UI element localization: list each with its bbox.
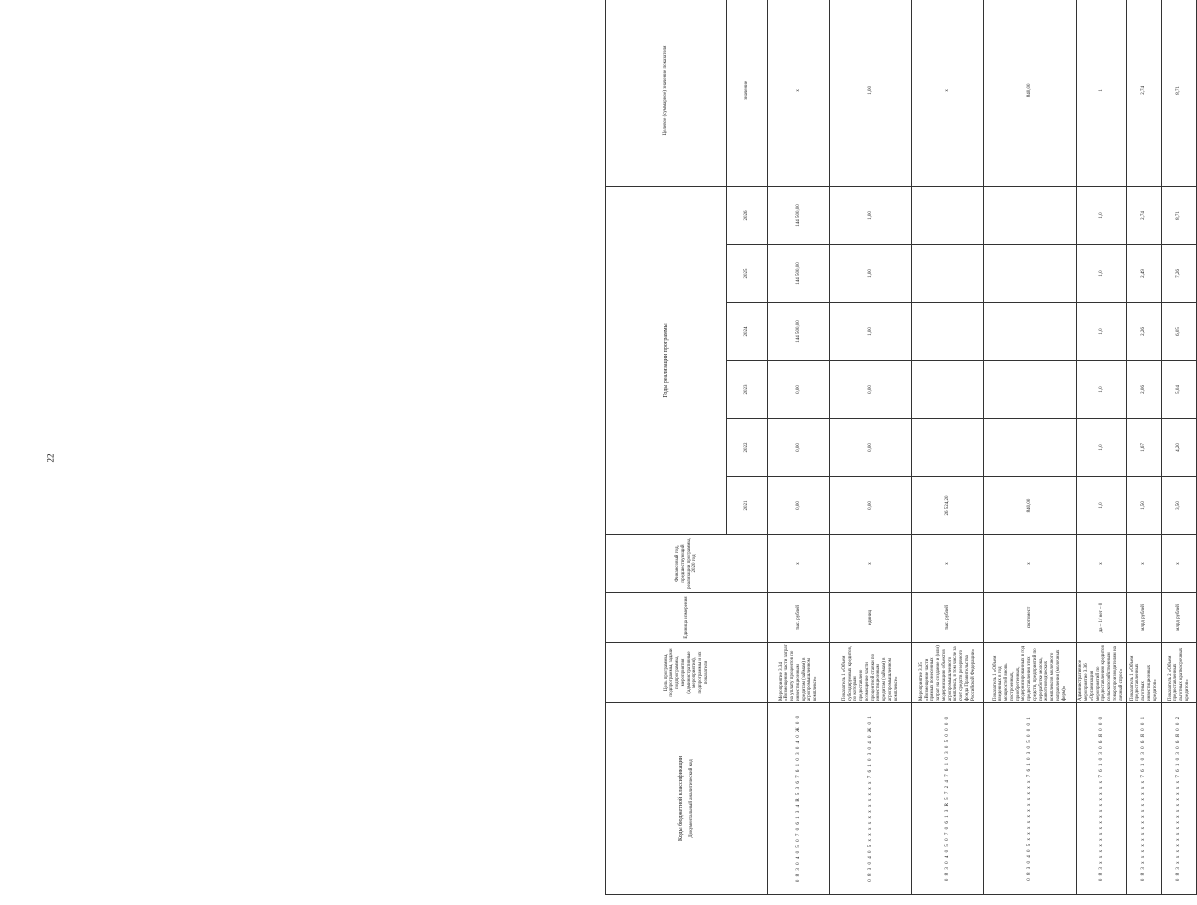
row-codes: 0 8 3 х х х х х х х х х х х х х х х 7 6 1 0 3 0 6 Я 0 0 0 [1076, 703, 1126, 895]
row-value-2021: 1,0 [1076, 477, 1126, 535]
row-value-2026 [912, 186, 984, 244]
table-row [1076, 0, 1126, 895]
row-codes: 0 8 3 0 4 0 5 х х х х х х х х х х х 7 6 1 0 3 0 4 0 Ж 0 1 [830, 703, 912, 895]
row-unit: скотомест [984, 593, 1077, 643]
row-unit: млрд рублей [1127, 593, 1162, 643]
year-2023: 2023 [727, 361, 768, 419]
row-base-year: х [912, 535, 984, 593]
header-goal: Цель программы, подпрограммы, задачи подпрограммы, мероприятия (административные мероприятия), подпрограммы и их показатели [606, 643, 768, 703]
row-value-2026: 8,71 [1162, 186, 1197, 244]
row-value-2024: 2,26 [1127, 303, 1162, 361]
row-value-2025 [912, 245, 984, 303]
row-title: Показатель 2 «Объем предоставленных льготных краткосрочных кредитов» [1162, 643, 1197, 703]
row-base-year: х [830, 535, 912, 593]
row-value-2024: 6,05 [1162, 303, 1197, 361]
year-2021: 2021 [727, 477, 768, 535]
page-number: 22 [45, 453, 56, 463]
year-2024: 2024 [727, 303, 768, 361]
row-final: 8,71 [1162, 0, 1197, 186]
rotated-table-sheet [605, 0, 1197, 895]
row-value-2023: 0,00 [768, 361, 830, 419]
row-value-2021: 0,00 [768, 477, 830, 535]
header-final-sub: значение [727, 0, 768, 186]
row-title: Мероприятие 3.35 «Возмещение части прямых понесенных затрат на создание и (или) модернизацию объектов агропромышленного комплекса, в том числе за счет средств резервного фонда Правительства Российской Федерации» [912, 643, 984, 703]
row-value-2024 [912, 303, 984, 361]
row-value-2024: 1,0 [1076, 303, 1126, 361]
row-final: 840,00 [984, 0, 1077, 186]
row-value-2022: 1,0 [1076, 419, 1126, 477]
row-value-2023: 0,00 [830, 361, 912, 419]
row-title: Мероприятие 3.34 «Возмещение части затрат на уплату процентов по инвестиционным кредитам (займам) в агропромышленном комплексе» [768, 643, 830, 703]
row-value-2022: 0,00 [830, 419, 912, 477]
row-unit: да – 1/ нет – 0 [1076, 593, 1126, 643]
row-value-2022: 4,20 [1162, 419, 1197, 477]
row-value-2024: 1,00 [830, 303, 912, 361]
row-final: 1 [1076, 0, 1126, 186]
row-base-year: х [1162, 535, 1197, 593]
row-value-2024: 144 500,00 [768, 303, 830, 361]
header-base-year: Финансовый год, предшествующий реализации программы, 2020 год [606, 535, 768, 593]
row-value-2023: 5,04 [1162, 361, 1197, 419]
row-value-2023 [984, 361, 1077, 419]
program-table [605, 0, 1197, 895]
row-value-2026 [984, 186, 1077, 244]
row-final: х [912, 0, 984, 186]
table-row [768, 0, 830, 895]
header-row-1 [606, 0, 727, 895]
row-codes: 0 8 3 0 4 0 5 0 7 0 6 1 3 4 R 5 3 6 7 6 1 0 3 0 4 0 Ж 0 0 [768, 703, 830, 895]
row-value-2022 [984, 419, 1077, 477]
row-value-2025: 144 500,00 [768, 245, 830, 303]
row-value-2021: 26 524,20 [912, 477, 984, 535]
row-codes: 0 8 3 0 4 0 5 х х х х х х х х х х х 7 6 1 0 3 0 5 0 0 0 1 [984, 703, 1077, 895]
row-value-2022: 0,00 [768, 419, 830, 477]
row-value-2026: 1,0 [1076, 186, 1126, 244]
row-base-year: х [984, 535, 1077, 593]
row-value-2023: 1,0 [1076, 361, 1126, 419]
row-codes: 0 8 3 0 4 0 5 0 7 0 6 1 3 R 5 7 2 4 7 6 1 0 3 0 5 0 0 0 0 [912, 703, 984, 895]
row-title: Показатель 1 «Объем субсидируемых кредитов, по которым предоставлено возмещение части процентной ставки по инвестиционным кредитам (займам) в агропромышленном комплексе» [830, 643, 912, 703]
header-years-title: Годы реализации программы [606, 186, 727, 534]
row-value-2021: 840,00 [984, 477, 1077, 535]
row-final: 1,00 [830, 0, 912, 186]
row-value-2025: 1,0 [1076, 245, 1126, 303]
row-unit: млрд рублей [1162, 593, 1197, 643]
row-base-year: х [1076, 535, 1126, 593]
row-unit: тыс. рублей [912, 593, 984, 643]
row-value-2024 [984, 303, 1077, 361]
row-value-2025: 2,49 [1127, 245, 1162, 303]
row-value-2023 [912, 361, 984, 419]
row-value-2022: 1,67 [1127, 419, 1162, 477]
header-unit: Единица измерения [606, 593, 768, 643]
header-codes: Коды бюджетной классификации Документальный аналитический код [606, 703, 768, 895]
row-final: 2,74 [1127, 0, 1162, 186]
row-base-year: х [768, 535, 830, 593]
row-codes: 0 8 3 х х х х х х х х х х х х х х х 7 6 1 0 3 0 6 Я 0 0 1 [1127, 703, 1162, 895]
row-value-2022 [912, 419, 984, 477]
table-row [912, 0, 984, 895]
row-value-2021: 3,50 [1162, 477, 1197, 535]
row-value-2025 [984, 245, 1077, 303]
table-row [830, 0, 912, 895]
year-2022: 2022 [727, 419, 768, 477]
row-value-2026: 2,74 [1127, 186, 1162, 244]
row-value-2023: 2,06 [1127, 361, 1162, 419]
row-codes: 0 8 3 х х х х х х х х х х х х х х х 7 6 1 0 3 0 6 Я 0 0 2 [1162, 703, 1197, 895]
year-2025: 2025 [727, 245, 768, 303]
row-title: Показатель 1 «Объем введенных в год мощностей вновь построенных, приобретенных, модернизированных в год предоставления этих средств, предприятий по переработке молока, животноводческих комплексов молочного направления (молочных ферм)» [984, 643, 1077, 703]
year-2026: 2026 [727, 186, 768, 244]
table-row [1162, 0, 1197, 895]
row-value-2025: 1,00 [830, 245, 912, 303]
row-value-2026: 1,00 [830, 186, 912, 244]
row-value-2021: 0,00 [830, 477, 912, 535]
table-row [984, 0, 1077, 895]
table-row [1127, 0, 1162, 895]
row-value-2025: 7,26 [1162, 245, 1197, 303]
row-title: Показатель 1 «Объем предоставленных льготных инвестиционных кредитов» [1127, 643, 1162, 703]
row-value-2026: 144 500,00 [768, 186, 830, 244]
row-unit: тыс. рублей [768, 593, 830, 643]
row-base-year: х [1127, 535, 1162, 593]
row-title: Административное мероприятие 3.36 «Организация мероприятий по предоставлению кредитов сельскохозяйственным товаропроизводителям на личный спрос» [1076, 643, 1126, 703]
row-final: х [768, 0, 830, 186]
row-unit: единиц [830, 593, 912, 643]
header-final: Целевое (суммарное) значение показателя [606, 0, 727, 186]
row-value-2021: 1,50 [1127, 477, 1162, 535]
